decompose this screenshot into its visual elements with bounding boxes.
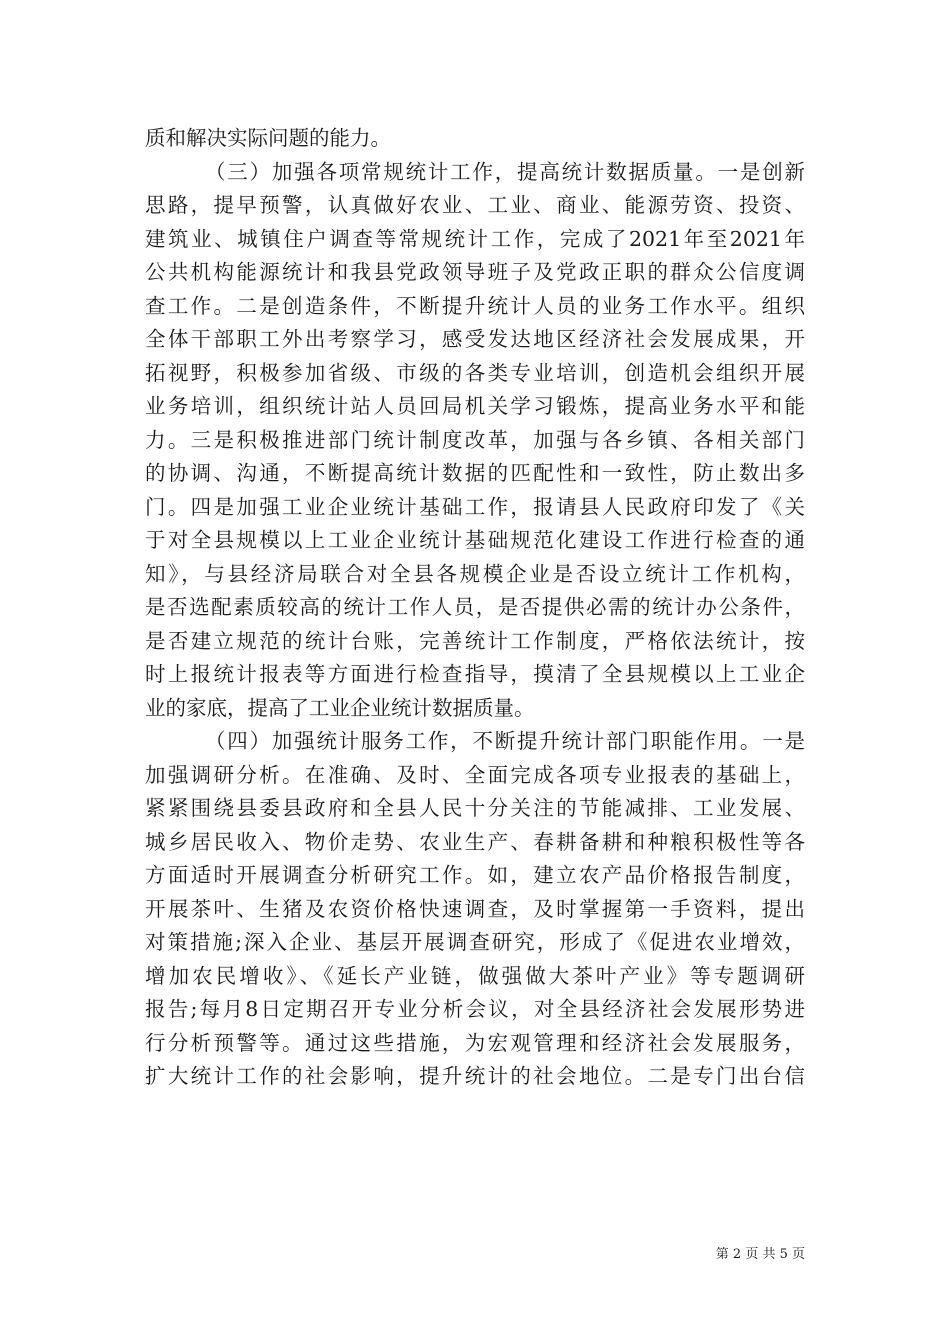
- text-line: 加强调研分析。在准确、及时、全面完成各项专业报表的基础上，: [145, 763, 805, 787]
- text-line: 知》，与县经济局联合对全县各规模企业是否设立统计工作机构，: [145, 562, 805, 586]
- text-line: 是否选配素质较高的统计工作人员，是否提供必需的统计办公条件，: [145, 595, 805, 619]
- text-line: 公共机构能源统计和我县党政领导班子及党政正职的群众公信度调: [145, 260, 805, 284]
- text-line: 对策措施;深入企业、基层开展调查研究，形成了《促进农业增效，: [145, 930, 805, 954]
- text-line: 是否建立规范的统计台账，完善统计工作制度，严格依法统计，按: [145, 629, 805, 653]
- paragraph-3-first-line: （三）加强各项常规统计工作，提高统计数据质量。一是创新: [205, 160, 805, 184]
- text-line: 时上报统计报表等方面进行检查指导，摸清了全县规模以上工业企: [145, 662, 805, 686]
- text-line: 拓视野，积极参加省级、市级的各类专业培训，创造机会组织开展: [145, 361, 805, 385]
- text-line: 建筑业、城镇住户调查等常规统计工作，完成了2021年至2021年: [145, 227, 805, 251]
- text-line: 业的家底，提高了工业企业统计数据质量。: [145, 696, 535, 720]
- page-number-footer: 第 2 页 共 5 页: [715, 1247, 805, 1262]
- text-line: 城乡居民收入、物价走势、农业生产、春耕备耕和种粮积极性等各: [145, 830, 805, 854]
- text-line: 行分析预警等。通过这些措施，为宏观管理和经济社会发展服务，: [145, 1031, 805, 1055]
- text-line: 查工作。二是创造条件，不断提升统计人员的业务工作水平。组织: [145, 294, 805, 318]
- text-line: 力。三是积极推进部门统计制度改革，加强与各乡镇、各相关部门: [145, 428, 805, 452]
- text-line: 增加农民增收》、《延长产业链，做强做大茶叶产业》等专题调研: [145, 964, 805, 988]
- text-line: 质和解决实际问题的能力。: [145, 126, 391, 150]
- text-line: 报告;每月8日定期召开专业分析会议，对全县经济社会发展形势进: [145, 997, 805, 1021]
- text-line: 扩大统计工作的社会影响，提升统计的社会地位。二是专门出台信: [145, 1064, 805, 1088]
- text-line: 门。四是加强工业企业统计基础工作，报请县人民政府印发了《关: [145, 495, 805, 519]
- text-line: 于对全县规模以上工业企业统计基础规范化建设工作进行检查的通: [145, 528, 805, 552]
- text-line: 方面适时开展调查分析研究工作。如，建立农产品价格报告制度，: [145, 863, 805, 887]
- paragraph-4-first-line: （四）加强统计服务工作，不断提升统计部门职能作用。一是: [205, 729, 805, 753]
- text-line: 全体干部职工外出考察学习，感受发达地区经济社会发展成果，开: [145, 327, 805, 351]
- text-line: 的协调、沟通，不断提高统计数据的匹配性和一致性，防止数出多: [145, 461, 805, 485]
- text-line: 业务培训，组织统计站人员回局机关学习锻炼，提高业务水平和能: [145, 394, 805, 418]
- text-line: 紧紧围绕县委县政府和全县人民十分关注的节能减排、工业发展、: [145, 796, 805, 820]
- text-line: 开展茶叶、生猪及农资价格快速调查，及时掌握第一手资料，提出: [145, 897, 805, 921]
- text-line: 思路，提早预警，认真做好农业、工业、商业、能源劳资、投资、: [145, 193, 805, 217]
